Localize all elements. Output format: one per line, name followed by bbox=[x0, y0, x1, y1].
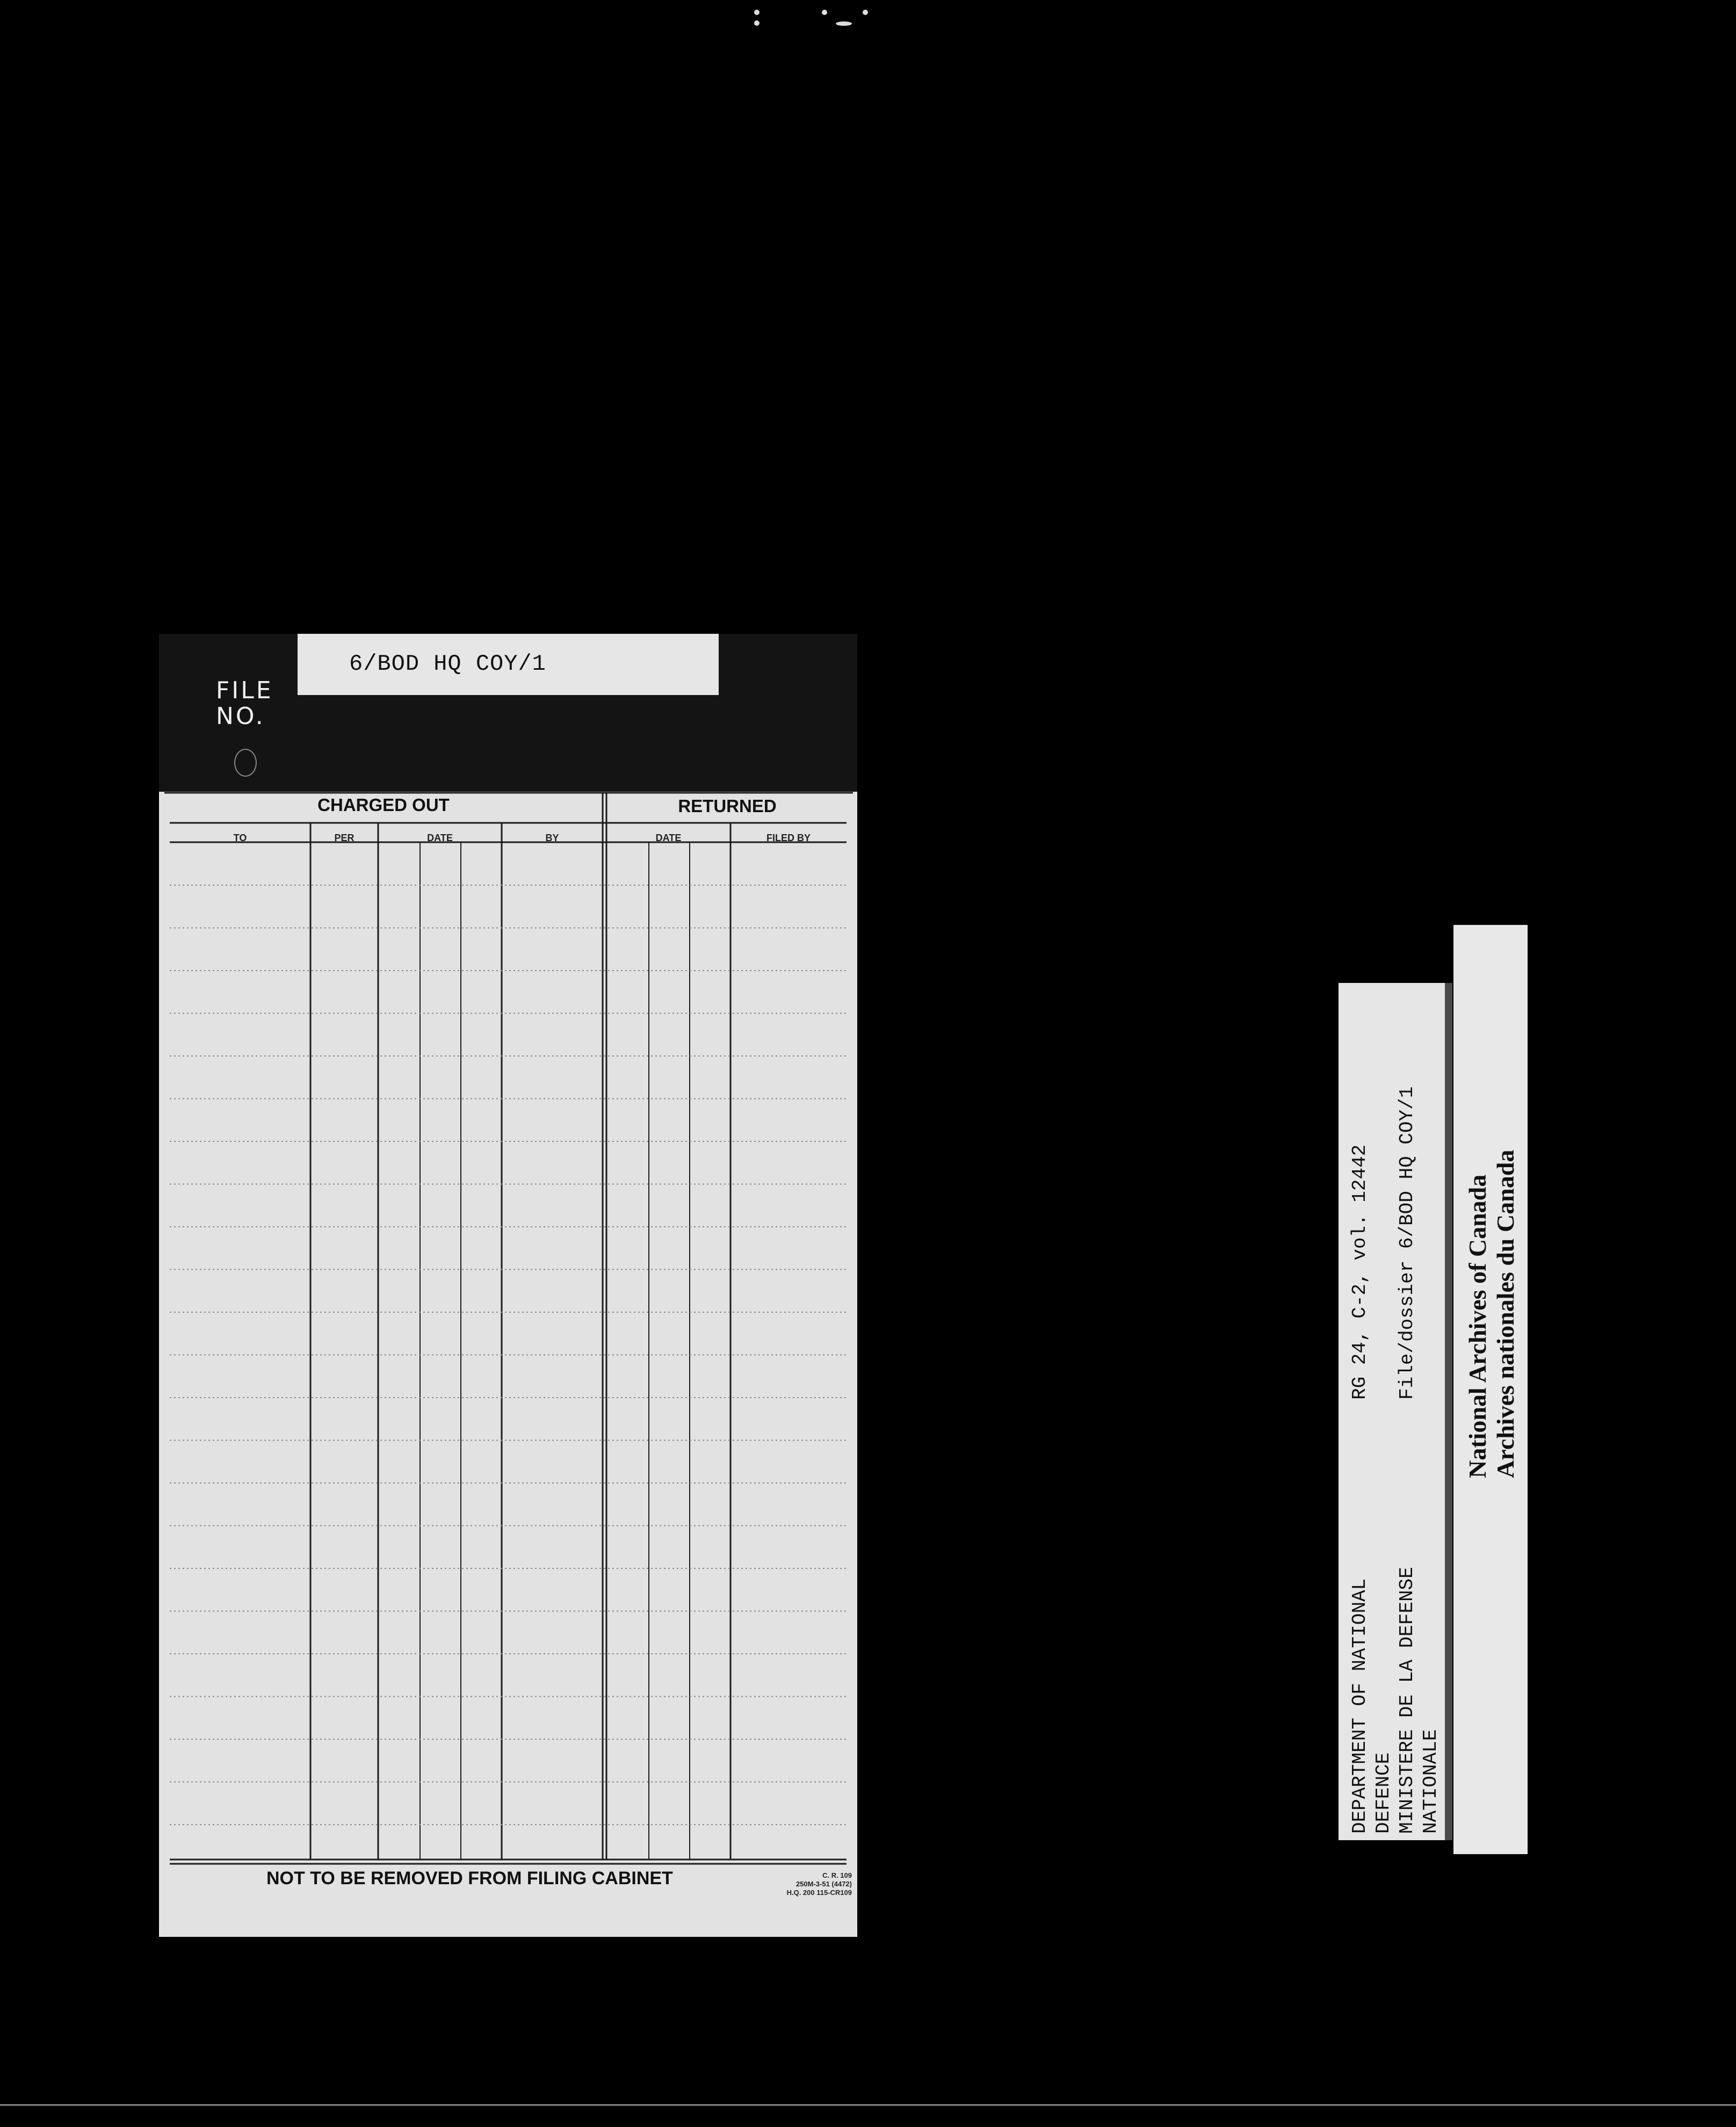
frame-bottom-line bbox=[0, 2104, 1736, 2106]
filing-card bbox=[159, 634, 857, 1937]
charge-out-grid bbox=[164, 792, 853, 1871]
column-header-per: PER bbox=[334, 833, 355, 843]
file-dossier-line: File/dossier 6/BOD HQ COY/1 bbox=[1396, 1086, 1418, 1400]
column-header-date: DATE bbox=[427, 833, 453, 843]
file-no-label: FILE NO. bbox=[216, 677, 273, 730]
form-code: C. R. 109 250M-3-51 (4472) H.Q. 200 115-CR109 bbox=[786, 1871, 852, 1897]
column-header-returned-date: DATE bbox=[655, 833, 682, 843]
charged-out-heading: CHARGED OUT bbox=[317, 795, 450, 815]
film-speck bbox=[754, 10, 760, 15]
punch-hole-icon bbox=[234, 749, 257, 777]
column-header-to: TO bbox=[233, 833, 247, 843]
file-number: 6/BOD HQ COY/1 bbox=[349, 651, 546, 677]
dept-line-2: DEFENCE bbox=[1372, 1752, 1394, 1834]
column-header-filed-by: FILED BY bbox=[766, 833, 811, 843]
film-speck bbox=[863, 10, 868, 15]
card-header bbox=[159, 634, 857, 792]
archives-french: Archives nationales du Canada bbox=[1492, 1149, 1519, 1478]
returned-heading: RETURNED bbox=[678, 796, 777, 816]
national-archives-strip bbox=[1453, 925, 1528, 1854]
film-speck bbox=[754, 20, 760, 26]
file-number-tab bbox=[298, 634, 719, 695]
footer-warning: NOT TO BE REMOVED FROM FILING CABINET bbox=[266, 1868, 673, 1889]
dept-line-4: NATIONALE bbox=[1420, 1729, 1442, 1834]
archive-reference-label bbox=[1339, 983, 1445, 1840]
film-speck bbox=[836, 21, 852, 26]
dept-line-1: DEPARTMENT OF NATIONAL bbox=[1349, 1578, 1371, 1834]
column-header-by: BY bbox=[545, 833, 559, 843]
archives-english: National Archives of Canada bbox=[1464, 1174, 1491, 1478]
label-shadow bbox=[1445, 983, 1452, 1840]
record-group-line: RG 24, C-2, vol. 12442 bbox=[1349, 1144, 1371, 1400]
film-speck bbox=[822, 10, 827, 15]
dept-line-3: MINISTERE DE LA DEFENSE bbox=[1396, 1567, 1418, 1834]
